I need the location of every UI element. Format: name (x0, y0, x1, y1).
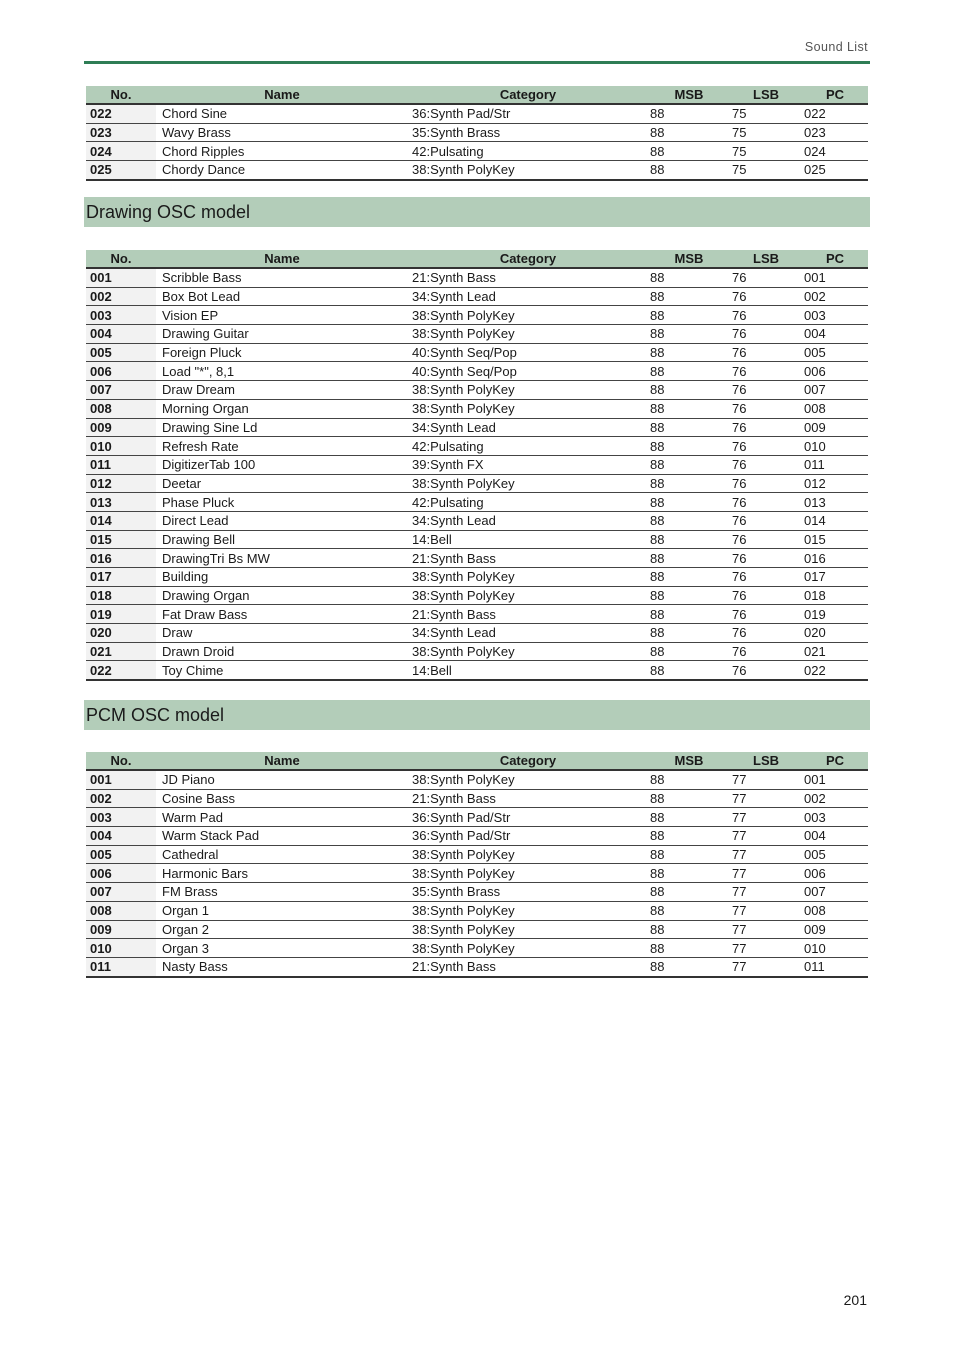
column-header-name: Name (156, 250, 408, 268)
cell-lsb: 76 (730, 530, 802, 549)
cell-pc: 006 (802, 864, 868, 883)
cell-category: 34:Synth Lead (408, 624, 648, 643)
cell-no: 007 (86, 883, 156, 902)
cell-name: Cathedral (156, 845, 408, 864)
cell-no: 014 (86, 511, 156, 530)
cell-no: 007 (86, 381, 156, 400)
table-row (86, 104, 868, 123)
cell-lsb: 77 (730, 770, 802, 789)
cell-name: Scribble Bass (156, 268, 408, 287)
cell-lsb: 76 (730, 418, 802, 437)
cell-msb: 88 (648, 939, 730, 958)
cell-msb: 88 (648, 268, 730, 287)
running-header: Sound List (804, 40, 868, 54)
cell-no: 001 (86, 770, 156, 789)
cell-msb: 88 (648, 104, 730, 123)
cell-category: 14:Bell (408, 530, 648, 549)
cell-category: 21:Synth Bass (408, 605, 648, 624)
cell-pc: 019 (802, 605, 868, 624)
cell-no: 021 (86, 642, 156, 661)
cell-no: 009 (86, 418, 156, 437)
cell-lsb: 77 (730, 901, 802, 920)
cell-msb: 88 (648, 437, 730, 456)
cell-msb: 88 (648, 343, 730, 362)
column-header-pc: PC (802, 250, 868, 268)
cell-no: 006 (86, 362, 156, 381)
cell-pc: 004 (802, 325, 868, 344)
cell-category: 38:Synth PolyKey (408, 845, 648, 864)
column-header-lsb: LSB (730, 752, 802, 770)
cell-lsb: 76 (730, 399, 802, 418)
table-row (86, 845, 868, 864)
cell-pc: 016 (802, 549, 868, 568)
cell-name: Vision EP (156, 306, 408, 325)
cell-no: 004 (86, 827, 156, 846)
cell-category: 40:Synth Seq/Pop (408, 362, 648, 381)
cell-no: 008 (86, 901, 156, 920)
cell-pc: 005 (802, 343, 868, 362)
cell-msb: 88 (648, 661, 730, 680)
cell-pc: 007 (802, 381, 868, 400)
cell-lsb: 76 (730, 586, 802, 605)
cell-name: Phase Pluck (156, 493, 408, 512)
cell-lsb: 76 (730, 605, 802, 624)
cell-category: 39:Synth FX (408, 455, 648, 474)
cell-msb: 88 (648, 123, 730, 142)
column-header-category: Category (408, 752, 648, 770)
table-row (86, 568, 868, 587)
table-row (86, 901, 868, 920)
cell-category: 38:Synth PolyKey (408, 325, 648, 344)
table-row (86, 883, 868, 902)
cell-category: 38:Synth PolyKey (408, 161, 648, 180)
cell-pc: 014 (802, 511, 868, 530)
cell-no: 004 (86, 325, 156, 344)
cell-lsb: 76 (730, 287, 802, 306)
cell-pc: 021 (802, 642, 868, 661)
cell-msb: 88 (648, 827, 730, 846)
cell-msb: 88 (648, 474, 730, 493)
cell-category: 21:Synth Bass (408, 549, 648, 568)
cell-lsb: 76 (730, 549, 802, 568)
cell-category: 38:Synth PolyKey (408, 399, 648, 418)
cell-lsb: 76 (730, 437, 802, 456)
cell-name: JD Piano (156, 770, 408, 789)
cell-name: Box Bot Lead (156, 287, 408, 306)
page-number: 201 (843, 1292, 867, 1308)
table-row (86, 530, 868, 549)
cell-name: Drawing Sine Ld (156, 418, 408, 437)
cell-msb: 88 (648, 399, 730, 418)
cell-no: 011 (86, 455, 156, 474)
table-row (86, 268, 868, 287)
cell-pc: 022 (802, 661, 868, 680)
table-row (86, 586, 868, 605)
table-header-row (86, 752, 868, 770)
cell-pc: 001 (802, 268, 868, 287)
cell-name: Drawing Organ (156, 586, 408, 605)
cell-category: 14:Bell (408, 661, 648, 680)
cell-no: 011 (86, 957, 156, 976)
cell-pc: 011 (802, 455, 868, 474)
cell-lsb: 76 (730, 642, 802, 661)
cell-lsb: 76 (730, 661, 802, 680)
cell-category: 38:Synth PolyKey (408, 381, 648, 400)
column-header-msb: MSB (648, 86, 730, 104)
cell-no: 003 (86, 306, 156, 325)
cell-msb: 88 (648, 418, 730, 437)
table-row (86, 325, 868, 344)
column-header-category: Category (408, 86, 648, 104)
table-row (86, 123, 868, 142)
cell-pc: 002 (802, 287, 868, 306)
cell-name: DigitizerTab 100 (156, 455, 408, 474)
cell-pc: 015 (802, 530, 868, 549)
cell-name: Deetar (156, 474, 408, 493)
cell-msb: 88 (648, 957, 730, 976)
table-row (86, 381, 868, 400)
cell-msb: 88 (648, 455, 730, 474)
cell-name: Refresh Rate (156, 437, 408, 456)
cell-category: 42:Pulsating (408, 493, 648, 512)
cell-no: 009 (86, 920, 156, 939)
cell-lsb: 76 (730, 343, 802, 362)
cell-no: 005 (86, 343, 156, 362)
table-row (86, 362, 868, 381)
cell-pc: 002 (802, 789, 868, 808)
section-title-pcm: PCM OSC model (86, 705, 225, 725)
cell-name: Organ 2 (156, 920, 408, 939)
cell-pc: 008 (802, 901, 868, 920)
cell-pc: 010 (802, 939, 868, 958)
cell-category: 34:Synth Lead (408, 287, 648, 306)
cell-name: Fat Draw Bass (156, 605, 408, 624)
cell-name: Draw (156, 624, 408, 643)
cell-pc: 024 (802, 142, 868, 161)
column-header-msb: MSB (648, 752, 730, 770)
cell-lsb: 76 (730, 493, 802, 512)
column-header-name: Name (156, 86, 408, 104)
cell-no: 022 (86, 661, 156, 680)
table-row (86, 455, 868, 474)
cell-category: 38:Synth PolyKey (408, 770, 648, 789)
table-row (86, 605, 868, 624)
cell-pc: 008 (802, 399, 868, 418)
column-header-lsb: LSB (730, 250, 802, 268)
cell-name: Wavy Brass (156, 123, 408, 142)
cell-pc: 003 (802, 306, 868, 325)
cell-category: 21:Synth Bass (408, 268, 648, 287)
cell-name: Drawn Droid (156, 642, 408, 661)
table-row (86, 437, 868, 456)
cell-category: 38:Synth PolyKey (408, 568, 648, 587)
cell-lsb: 77 (730, 789, 802, 808)
cell-pc: 025 (802, 161, 868, 180)
cell-category: 38:Synth PolyKey (408, 642, 648, 661)
cell-name: Cosine Bass (156, 789, 408, 808)
table-row (86, 827, 868, 846)
sound-table-drawing (86, 250, 868, 681)
cell-msb: 88 (648, 883, 730, 902)
cell-no: 016 (86, 549, 156, 568)
cell-category: 38:Synth PolyKey (408, 306, 648, 325)
cell-lsb: 75 (730, 161, 802, 180)
column-header-msb: MSB (648, 250, 730, 268)
cell-no: 017 (86, 568, 156, 587)
cell-pc: 006 (802, 362, 868, 381)
cell-name: FM Brass (156, 883, 408, 902)
cell-no: 010 (86, 437, 156, 456)
cell-no: 006 (86, 864, 156, 883)
cell-lsb: 76 (730, 325, 802, 344)
sound-table-top (86, 86, 868, 181)
table-header-row (86, 250, 868, 268)
cell-msb: 88 (648, 493, 730, 512)
cell-pc: 001 (802, 770, 868, 789)
cell-no: 010 (86, 939, 156, 958)
cell-msb: 88 (648, 770, 730, 789)
table-row (86, 808, 868, 827)
cell-no: 020 (86, 624, 156, 643)
cell-name: Building (156, 568, 408, 587)
cell-no: 003 (86, 808, 156, 827)
cell-pc: 013 (802, 493, 868, 512)
column-header-lsb: LSB (730, 86, 802, 104)
section-header-pcm (84, 700, 870, 730)
cell-msb: 88 (648, 789, 730, 808)
cell-lsb: 75 (730, 142, 802, 161)
table-row (86, 287, 868, 306)
cell-lsb: 76 (730, 381, 802, 400)
cell-no: 012 (86, 474, 156, 493)
column-header-category: Category (408, 250, 648, 268)
cell-msb: 88 (648, 287, 730, 306)
table-row (86, 306, 868, 325)
cell-name: Chord Ripples (156, 142, 408, 161)
cell-category: 34:Synth Lead (408, 418, 648, 437)
cell-category: 36:Synth Pad/Str (408, 827, 648, 846)
cell-lsb: 76 (730, 455, 802, 474)
table-row (86, 920, 868, 939)
cell-name: Warm Stack Pad (156, 827, 408, 846)
table-row (86, 511, 868, 530)
cell-pc: 009 (802, 920, 868, 939)
cell-category: 36:Synth Pad/Str (408, 104, 648, 123)
cell-no: 024 (86, 142, 156, 161)
cell-msb: 88 (648, 586, 730, 605)
cell-msb: 88 (648, 642, 730, 661)
cell-name: Drawing Bell (156, 530, 408, 549)
table-row (86, 399, 868, 418)
cell-lsb: 77 (730, 827, 802, 846)
cell-msb: 88 (648, 325, 730, 344)
table-row (86, 549, 868, 568)
cell-pc: 009 (802, 418, 868, 437)
cell-msb: 88 (648, 808, 730, 827)
cell-msb: 88 (648, 568, 730, 587)
sound-table-pcm (86, 752, 868, 978)
cell-msb: 88 (648, 161, 730, 180)
cell-name: Chord Sine (156, 104, 408, 123)
table-row (86, 343, 868, 362)
cell-name: Organ 1 (156, 901, 408, 920)
cell-lsb: 77 (730, 883, 802, 902)
cell-name: Draw Dream (156, 381, 408, 400)
cell-msb: 88 (648, 530, 730, 549)
cell-msb: 88 (648, 845, 730, 864)
cell-lsb: 76 (730, 474, 802, 493)
table-row (86, 770, 868, 789)
cell-name: Morning Organ (156, 399, 408, 418)
column-header-no: No. (86, 86, 156, 104)
table-row (86, 418, 868, 437)
cell-msb: 88 (648, 624, 730, 643)
cell-no: 022 (86, 104, 156, 123)
cell-pc: 010 (802, 437, 868, 456)
cell-lsb: 77 (730, 845, 802, 864)
cell-lsb: 77 (730, 920, 802, 939)
cell-category: 35:Synth Brass (408, 123, 648, 142)
cell-msb: 88 (648, 920, 730, 939)
cell-msb: 88 (648, 511, 730, 530)
cell-lsb: 77 (730, 808, 802, 827)
table-row (86, 493, 868, 512)
cell-no: 018 (86, 586, 156, 605)
table-row (86, 624, 868, 643)
cell-category: 38:Synth PolyKey (408, 586, 648, 605)
cell-msb: 88 (648, 142, 730, 161)
cell-category: 38:Synth PolyKey (408, 920, 648, 939)
cell-name: Nasty Bass (156, 957, 408, 976)
column-header-name: Name (156, 752, 408, 770)
table-row (86, 864, 868, 883)
cell-pc: 005 (802, 845, 868, 864)
column-header-pc: PC (802, 86, 868, 104)
cell-no: 001 (86, 268, 156, 287)
cell-no: 002 (86, 789, 156, 808)
cell-no: 013 (86, 493, 156, 512)
cell-lsb: 76 (730, 362, 802, 381)
cell-lsb: 76 (730, 268, 802, 287)
table-row (86, 142, 868, 161)
cell-category: 40:Synth Seq/Pop (408, 343, 648, 362)
cell-no: 005 (86, 845, 156, 864)
table-row (86, 789, 868, 808)
cell-name: Foreign Pluck (156, 343, 408, 362)
cell-name: Load "*", 8,1 (156, 362, 408, 381)
table-row (86, 661, 868, 680)
cell-pc: 004 (802, 827, 868, 846)
cell-pc: 020 (802, 624, 868, 643)
cell-pc: 017 (802, 568, 868, 587)
cell-category: 42:Pulsating (408, 437, 648, 456)
cell-lsb: 76 (730, 306, 802, 325)
cell-lsb: 75 (730, 104, 802, 123)
cell-no: 019 (86, 605, 156, 624)
cell-msb: 88 (648, 549, 730, 568)
table-row (86, 642, 868, 661)
cell-no: 015 (86, 530, 156, 549)
column-header-no: No. (86, 752, 156, 770)
cell-name: Toy Chime (156, 661, 408, 680)
cell-msb: 88 (648, 306, 730, 325)
cell-msb: 88 (648, 605, 730, 624)
column-header-pc: PC (802, 752, 868, 770)
section-header-drawing (84, 197, 870, 227)
cell-msb: 88 (648, 864, 730, 883)
table-row (86, 939, 868, 958)
cell-lsb: 76 (730, 568, 802, 587)
cell-msb: 88 (648, 362, 730, 381)
cell-pc: 018 (802, 586, 868, 605)
cell-category: 36:Synth Pad/Str (408, 808, 648, 827)
cell-lsb: 76 (730, 624, 802, 643)
cell-no: 023 (86, 123, 156, 142)
cell-name: Harmonic Bars (156, 864, 408, 883)
cell-name: Drawing Guitar (156, 325, 408, 344)
cell-msb: 88 (648, 901, 730, 920)
cell-lsb: 76 (730, 511, 802, 530)
cell-name: Warm Pad (156, 808, 408, 827)
table-row (86, 957, 868, 976)
cell-category: 38:Synth PolyKey (408, 939, 648, 958)
cell-category: 21:Synth Bass (408, 957, 648, 976)
cell-category: 35:Synth Brass (408, 883, 648, 902)
cell-category: 42:Pulsating (408, 142, 648, 161)
cell-no: 008 (86, 399, 156, 418)
cell-pc: 011 (802, 957, 868, 976)
cell-category: 34:Synth Lead (408, 511, 648, 530)
cell-no: 002 (86, 287, 156, 306)
cell-name: DrawingTri Bs MW (156, 549, 408, 568)
cell-category: 38:Synth PolyKey (408, 901, 648, 920)
table-header-row (86, 86, 868, 104)
cell-name: Organ 3 (156, 939, 408, 958)
cell-no: 025 (86, 161, 156, 180)
table-row (86, 474, 868, 493)
section-title-drawing: Drawing OSC model (86, 202, 251, 222)
cell-name: Chordy Dance (156, 161, 408, 180)
cell-pc: 023 (802, 123, 868, 142)
cell-lsb: 77 (730, 864, 802, 883)
cell-msb: 88 (648, 381, 730, 400)
cell-pc: 012 (802, 474, 868, 493)
cell-lsb: 77 (730, 957, 802, 976)
cell-category: 38:Synth PolyKey (408, 864, 648, 883)
cell-pc: 007 (802, 883, 868, 902)
cell-lsb: 77 (730, 939, 802, 958)
cell-lsb: 75 (730, 123, 802, 142)
cell-category: 21:Synth Bass (408, 789, 648, 808)
cell-pc: 003 (802, 808, 868, 827)
cell-pc: 022 (802, 104, 868, 123)
cell-name: Direct Lead (156, 511, 408, 530)
cell-category: 38:Synth PolyKey (408, 474, 648, 493)
header-rule (84, 61, 870, 64)
column-header-no: No. (86, 250, 156, 268)
table-row (86, 161, 868, 180)
